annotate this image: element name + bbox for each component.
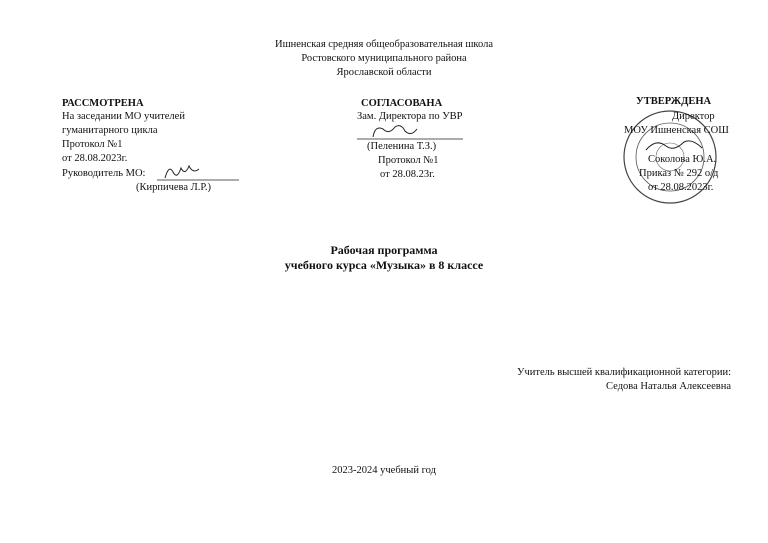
reviewed-line-6: (Кирпичева Л.Р.) <box>136 182 212 193</box>
confirmed-line-2: МОУ Ишненская СОШ <box>624 125 729 136</box>
confirmed-line-4: Приказ № 292 о/д <box>639 168 719 179</box>
reviewed-line-1: На заседании МО учителей <box>62 111 185 122</box>
signature-sokolova <box>640 136 710 154</box>
confirmed-line-1: Директор <box>672 111 715 122</box>
document-subtitle: учебного курса «Музыка» в 8 классе <box>284 258 484 272</box>
confirmed-heading: УТВЕРЖДЕНА <box>636 96 712 107</box>
confirmed-line-5: от 28.08.2023г. <box>648 182 714 193</box>
academic-year: 2023-2024 учебный год <box>332 465 436 476</box>
teacher-name: Седова Наталья Алексеевна <box>606 381 731 392</box>
document-title: Рабочая программа <box>330 243 438 257</box>
district-name: Ростовского муниципального района <box>301 53 467 64</box>
agreed-line-3: Протокол №1 <box>378 155 439 166</box>
reviewed-line-3: Протокол №1 <box>62 139 123 150</box>
agreed-line-4: от 28.08.23г. <box>380 169 435 180</box>
reviewed-heading: РАССМОТРЕНА <box>62 98 144 109</box>
agreed-line-2: (Пеленина Т.З.) <box>367 141 437 152</box>
school-name: Ишненская средняя общеобразовательная школа <box>274 39 494 50</box>
agreed-heading: СОГЛАСОВАНА <box>361 98 443 109</box>
reviewed-line-2: гуманитарного цикла <box>62 125 158 136</box>
teacher-qualification: Учитель высшей квалификационной категории: <box>517 367 731 378</box>
agreed-line-1: Зам. Директора по УВР <box>357 111 463 122</box>
reviewed-line-4: от 28.08.2023г. <box>62 153 128 164</box>
confirmed-line-3: Соколова Ю.А. <box>648 154 717 165</box>
region-name: Ярославской области <box>336 67 432 78</box>
reviewed-line-5: Руководитель МО: <box>62 168 146 179</box>
